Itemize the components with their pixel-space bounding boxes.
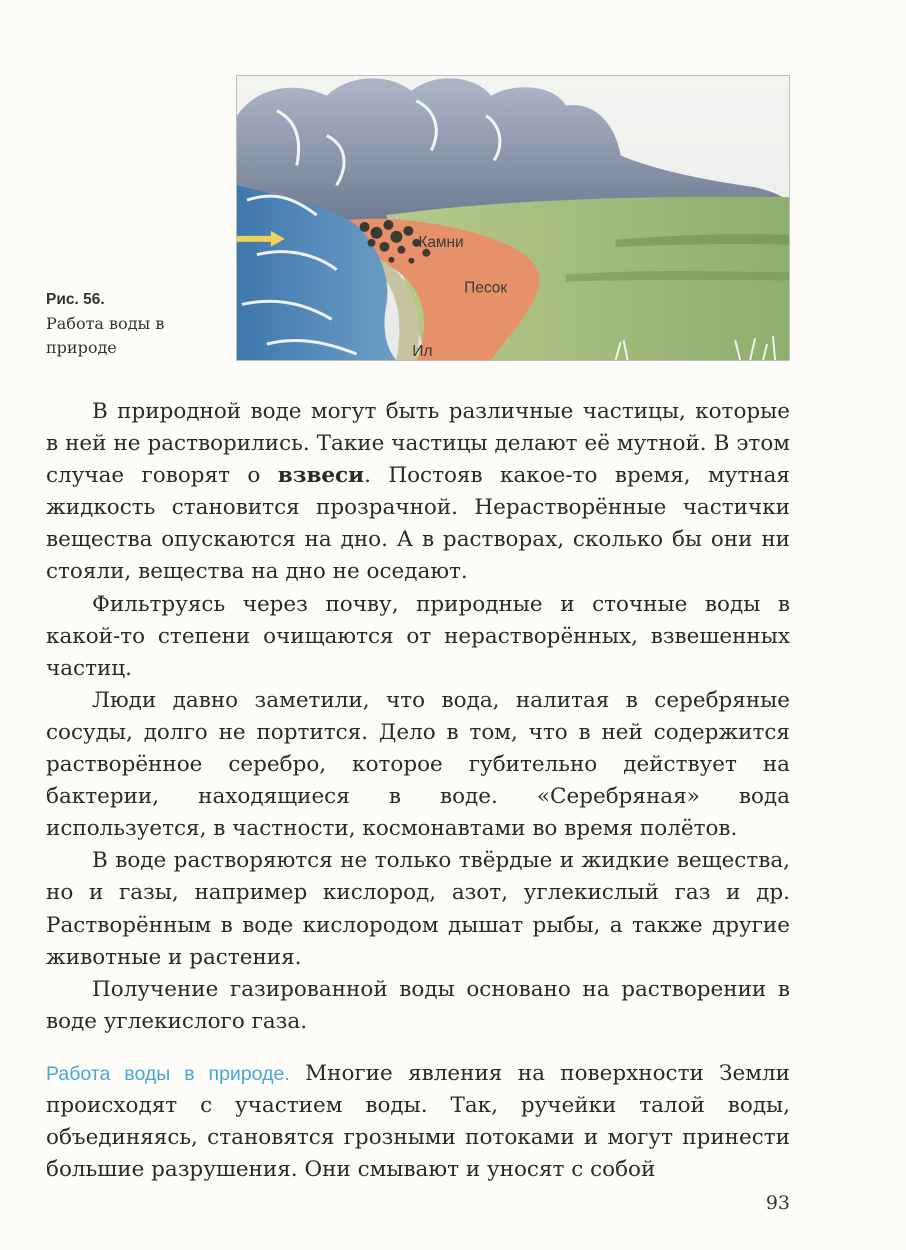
- paragraph: Получение газированной воды основано на растворении в воде углекислого газа.: [46, 976, 790, 1034]
- label-stones: Камни: [418, 233, 464, 251]
- label-silt: Ил: [412, 343, 433, 360]
- figure-caption: [46, 288, 226, 360]
- figure-number: Рис. 56.: [46, 291, 105, 308]
- section-heading: Работа воды в природе.: [46, 1062, 290, 1085]
- figure-illustration: [236, 75, 790, 361]
- page-number: 93: [765, 1192, 790, 1214]
- term-bold: взвеси: [277, 463, 365, 489]
- paragraph: В воде растворяются не только твёрдые и жидкие вещества, но и газы, например кислород, азот, углекислый газ и др. Растворённым в воде кислородом дышат рыбы, а также другие животные и растения.: [46, 848, 790, 970]
- section-paragraph: [46, 1058, 790, 1186]
- paragraph: Люди давно заметили, что вода, налитая в серебряные сосуды, долго не портится. Дело в том, что в ней содержится растворённое серебро, которое губительно действует на бактерии, находящиеся в воде. «Серебряная» вода используется, в частности, космонавтами во время полётов.: [46, 687, 790, 842]
- figure-caption-text: Работа воды в природе: [46, 314, 165, 357]
- water-work-illustration: [237, 76, 789, 360]
- body-text: [46, 396, 790, 1186]
- paragraph: Фильтруясь через почву, природные и сточные воды в какой-то степени очищаются от нерастворённых, взвешенных частиц.: [46, 591, 790, 681]
- section-text: Многие явления на поверхности Земли происходят с участием воды. Так, ручейки талой воды, объединяясь, становятся грозными потоками и могут принести большие разрушения. Они смывают и уносят с собой: [46, 1060, 790, 1183]
- paragraph: В природной воде могут быть различные частицы, которые в ней не растворились. Такие частицы делают её мутной. В этом случае говорят о взвеси. Постояв какое-то время, мутная жидкость становится прозрачной. Нерастворённые частички вещества опускаются на дно. А в растворах, сколько бы они ни стояли, вещества на дно не оседают.: [46, 399, 790, 585]
- label-sand: Песок: [464, 279, 508, 297]
